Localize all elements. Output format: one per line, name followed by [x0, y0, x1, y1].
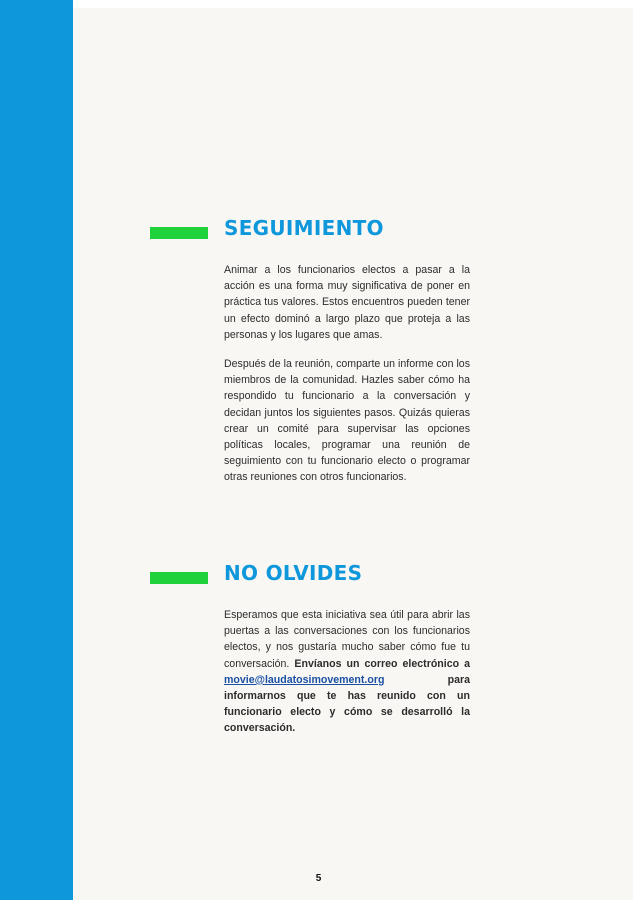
left-color-bar: [0, 0, 73, 900]
section-no-olvides: [150, 561, 480, 750]
heading-accent-bar: [150, 227, 208, 239]
section-seguimiento: [150, 216, 480, 499]
paragraph-bold-tail: para informarnos que te has reunido con un funcionario electo y cómo se desarrolló la conversación.: [224, 673, 470, 735]
page-number: 5: [315, 873, 322, 884]
section-title: SEGUIMIENTO: [224, 216, 384, 240]
section-heading-row: [150, 561, 480, 595]
paragraph-bold-lead: Envíanos un correo electrónico a: [294, 657, 470, 670]
paragraph: Después de la reunión, comparte un informe con los miembros de la comunidad. Hazles saber cómo ha respondido tu funcionario a la conversación y decidan juntos los siguientes pasos. Quizás quieras crear un comité para supervisar las opciones políticas locales, programar una reunión de seguimiento con tu funcionario electo o programar otras reuniones con otros funcionarios.: [224, 358, 470, 484]
heading-accent-bar: [150, 572, 208, 584]
section-body: [224, 262, 470, 486]
section-title: NO OLVIDES: [224, 561, 363, 585]
paragraph: [224, 607, 470, 737]
section-heading-row: [150, 216, 480, 250]
paragraph-plain-text: Esperamos que esta iniciativa sea útil para abrir las puertas a las conversaciones con los funcionarios electos, y nos gustaría mucho saber cómo fue tu conversación.: [224, 609, 470, 670]
paragraph: Animar a los funcionarios electos a pasar a la acción es una forma muy significativa de poner en práctica tus valores. Estos encuentros pueden tener un efecto dominó a largo plazo que proteja a las personas y los lugares que amas.: [224, 264, 470, 341]
section-body: [224, 607, 470, 737]
email-link[interactable]: movie@laudatosimovement.org: [224, 673, 385, 686]
